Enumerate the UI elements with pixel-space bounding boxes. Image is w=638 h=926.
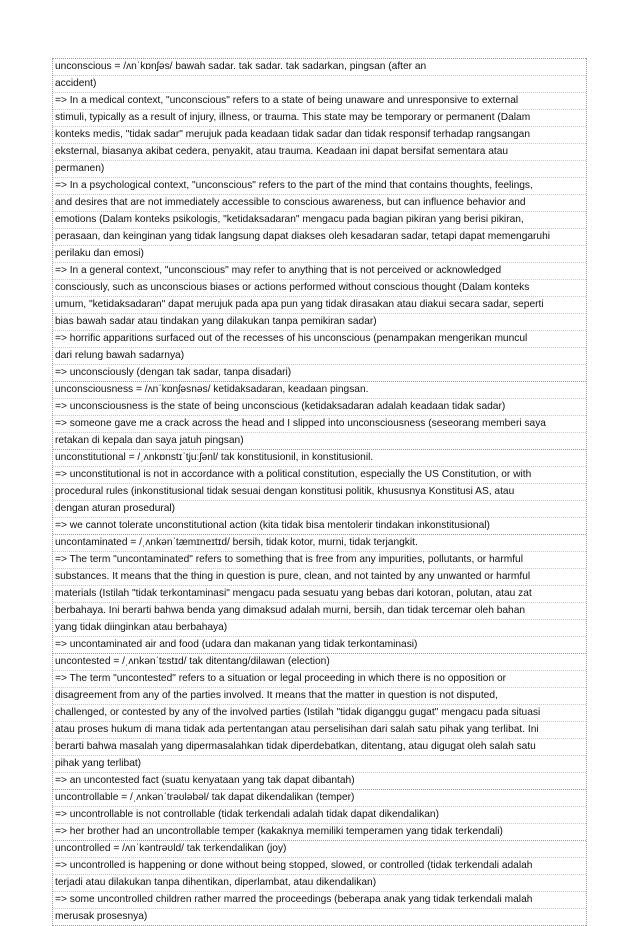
entry-headword-line: unconscious = /ʌnˈkɒnʃəs/ bawah sadar. tak sadar. tak sadarkan, pingsan (after an: [53, 59, 586, 76]
entry-text-line: => an uncontested fact (suatu kenyataan yang tak dapat dibantah): [55, 775, 355, 786]
entry-text-line: eksternal, biasanya akibat cedera, penyakit, atau trauma. Keadaan ini dapat bersifat sementara atau: [53, 144, 586, 161]
entry-text-line: perilaku dan emosi): [53, 246, 586, 263]
entry-text-line: dengan aturan prosedural): [53, 501, 586, 518]
entry-text-line: terjadi atau dilakukan tanpa dihentikan, diperlambat, atau dikendalikan): [53, 875, 586, 892]
entry-text-line: => uncontrollable is not controllable (tidak terkendali adalah tidak dapat dikendalikan): [53, 807, 586, 824]
dictionary-entry: [53, 449, 586, 534]
entry-text-line: retakan di kepala dan saya jatuh pingsan): [55, 435, 244, 446]
entry-text-line: permanen): [53, 161, 586, 178]
entry-text-line: accident): [53, 76, 586, 93]
entry-text-line: => In a general context, "unconscious" may refer to anything that is not perceived or acknowledged: [53, 263, 586, 280]
entry-headword-line: uncontaminated = /ˌʌnkənˈtæmɪneɪtɪd/ bersih, tidak kotor, murni, tidak terjangkit.: [53, 535, 586, 552]
dictionary-entry: [53, 653, 586, 789]
entry-text-line: merusak prosesnya): [55, 911, 148, 922]
entry-text-line: perasaan, dan keinginan yang tidak langsung dapat diakses oleh kesadaran sadar, tetapi dapat memengaruhi: [53, 229, 586, 246]
entry-text-line: => horrific apparitions surfaced out of the recesses of his unconscious (penampakan mengerikan muncul: [53, 331, 586, 348]
entry-text-line: berbahaya. Ini berarti bahwa benda yang dimaksud adalah murni, bersih, dan tidak tercemar oleh bahan: [53, 603, 586, 620]
entry-text-line: => unconstitutional is not in accordance with a political constitution, especially the US Constitution, or with: [53, 467, 586, 484]
entry-text-line: => some uncontrolled children rather marred the proceedings (beberapa anak yang tidak terkendali malah: [53, 892, 586, 909]
entry-text-line: stimuli, typically as a result of injury, illness, or trauma. This state may be temporary or permanent (Dalam: [53, 110, 586, 127]
entry-text-line: konteks medis, "tidak sadar" merujuk pada keadaan tidak sadar dan tidak responsif terhadap rangsangan: [53, 127, 586, 144]
entry-text-line: pihak yang terlibat): [53, 756, 586, 773]
entry-text-line: disagreement from any of the parties involved. It means that the matter in question is not disputed,: [53, 688, 586, 705]
entry-text-line: => uncontrolled is happening or done without being stopped, slowed, or controlled (tidak terkendali adalah: [53, 858, 586, 875]
entry-text-line: berarti bahwa masalah yang dipermasalahkan tidak diperdebatkan, ditentang, atau digugat oleh salah satu: [53, 739, 586, 756]
entry-text-line: and desires that are not immediately accessible to conscious awareness, but can influence behavior and: [53, 195, 586, 212]
entry-text-line: consciously, such as unconscious biases or actions performed without conscious thought (Dalam konteks: [53, 280, 586, 297]
entry-headword-line: uncontested = /ˌʌnkənˈtɛstɪd/ tak ditentang/dilawan (election): [53, 654, 586, 671]
entry-text-line: atau proses hukum di mana tidak ada pertentangan atau perselisihan dari salah satu pihak yang terlibat. Ini: [53, 722, 586, 739]
entry-text-line: substances. It means that the thing in question is pure, clean, and not tainted by any unwanted or harmful: [53, 569, 586, 586]
entry-text-line: materials (Istilah "tidak terkontaminasi" mengacu pada sesuatu yang bebas dari kotoran, polutan, atau zat: [53, 586, 586, 603]
entry-text-line: emotions (Dalam konteks psikologis, "ketidaksadaran" mengacu pada bagian pikiran yang berisi pikiran,: [53, 212, 586, 229]
entry-text-line: yang tidak diinginkan atau berbahaya): [53, 620, 586, 637]
dictionary-entry: [53, 840, 586, 926]
dictionary-entry: [53, 789, 586, 840]
entry-text-line: => we cannot tolerate unconstitutional action (kita tidak bisa mentolerir tindakan inkonstitusional): [55, 520, 490, 531]
entry-text-line: => In a psychological context, "unconscious" refers to the part of the mind that contains thoughts, feelings,: [53, 178, 586, 195]
entry-headword-line: unconsciousness = /ʌnˈkɒnʃəsnəs/ ketidaksadaran, keadaan pingsan.: [53, 382, 586, 399]
dictionary-page: [52, 58, 587, 926]
entry-headword-line: unconstitutional = /ˌʌnkɒnstɪˈtjuːʃənl/ tak konstitusionil, in konstitusionil.: [53, 450, 586, 467]
entry-text-line: => unconsciously (dengan tak sadar, tanpa disadari): [55, 367, 292, 378]
entry-text-line: => unconsciousness is the state of being unconscious (ketidaksadaran adalah keadaan tidak sadar): [53, 399, 586, 416]
entry-text-line: challenged, or contested by any of the involved parties (Istilah "tidak diganggu gugat" mengacu pada situasi: [53, 705, 586, 722]
entry-text-line: => someone gave me a crack across the head and I slipped into unconsciousness (seseorang memberi saya: [53, 416, 586, 433]
entry-text-line: => uncontaminated air and food (udara dan makanan yang tidak terkontaminasi): [55, 639, 418, 650]
entry-text-line: umum, "ketidaksadaran" dapat merujuk pada apa pun yang tidak dirasakan atau diakui secara sadar, seperti: [53, 297, 586, 314]
dictionary-entry: [53, 58, 586, 381]
entry-text-line: => In a medical context, "unconscious" refers to a state of being unaware and unresponsive to external: [53, 93, 586, 110]
entry-text-line: bias bawah sadar atau tindakan yang dilakukan tanpa pemikiran sadar): [53, 314, 586, 331]
entry-headword-line: uncontrollable = /ˌʌnkənˈtrəʊləbəl/ tak dapat dikendalikan (temper): [53, 790, 586, 807]
dictionary-entry: [53, 381, 586, 449]
dictionary-entry: [53, 534, 586, 653]
entry-headword-line: uncontrolled = /ʌnˈkəntrəʊld/ tak terkendalikan (joy): [53, 841, 586, 858]
entry-text-line: => her brother had an uncontrollable temper (kakaknya memiliki temperamen yang tidak terkendali): [55, 826, 503, 837]
entry-text-line: procedural rules (inkonstitusional tidak sesuai dengan konstitusi politik, khususnya Konstitusi AS, atau: [53, 484, 586, 501]
entry-text-line: => The term "uncontaminated" refers to something that is free from any impurities, pollutants, or harmful: [53, 552, 586, 569]
entry-text-line: dari relung bawah sadarnya): [53, 348, 586, 365]
entry-text-line: => The term "uncontested" refers to a situation or legal proceeding in which there is no opposition or: [53, 671, 586, 688]
